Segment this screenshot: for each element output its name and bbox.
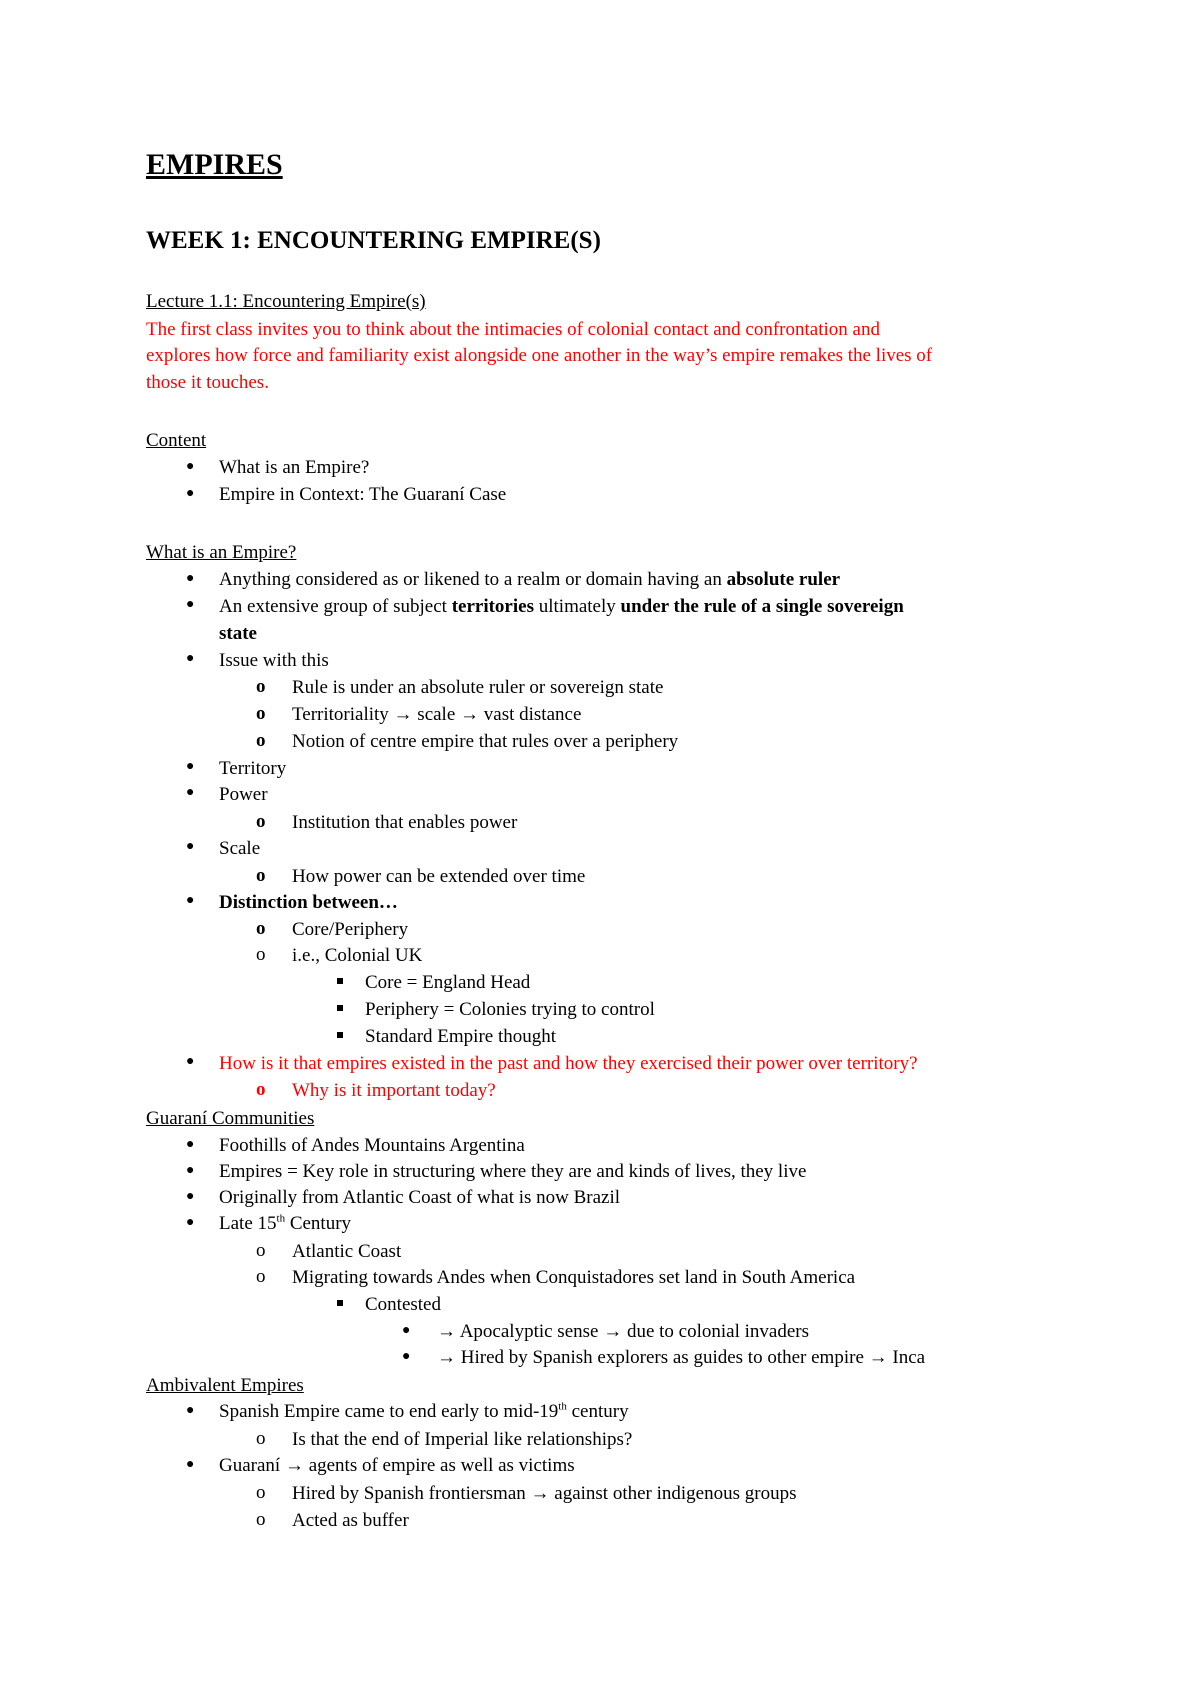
power-sub: Institution that enables power xyxy=(292,812,518,833)
bullet-disc-icon: ● xyxy=(186,1457,195,1472)
bullet-disc-icon: ● xyxy=(186,1403,195,1418)
bullet-disc-icon: ● xyxy=(186,1189,195,1204)
bullet-disc-icon: ● xyxy=(402,1349,411,1364)
bullet-disc-icon: ● xyxy=(186,893,195,908)
bullet-disc-icon: ● xyxy=(186,1054,195,1069)
guarani-bullet-4 xyxy=(219,1214,351,1233)
distinction-sub-1: Core/Periphery xyxy=(292,919,409,940)
bullet-o-icon: o xyxy=(256,1079,266,1100)
bullet-o-icon: o xyxy=(256,1509,266,1530)
bullet-o-icon: o xyxy=(256,676,266,697)
what-is-bullet-power: Power xyxy=(219,784,268,805)
bullet-o-icon: o xyxy=(256,811,266,832)
what-is-bullet-1-bold: absolute ruler xyxy=(726,569,841,590)
bullet-o-icon: o xyxy=(256,730,266,751)
guarani-bullet-4-text: Late 15 xyxy=(219,1213,277,1234)
ambivalent-sub-2: Hired by Spanish frontiersman → against other indigenous groups xyxy=(292,1483,797,1504)
bullet-disc-icon: ● xyxy=(402,1323,411,1338)
guarani-bullet-4-sup: th xyxy=(276,1212,286,1225)
issue-sub-2: Territoriality → scale → vast distance xyxy=(292,704,582,725)
colonial-uk-item-3: Standard Empire thought xyxy=(365,1026,557,1047)
what-is-bullet-1 xyxy=(219,570,840,589)
what-is-bullet-1-text: Anything considered as or likened to a realm or domain having an xyxy=(219,569,727,590)
document-title: EMPIRES xyxy=(146,148,283,181)
bullet-disc-icon: ● xyxy=(186,1137,195,1152)
bullet-o-icon: o xyxy=(256,944,266,965)
what-is-bullet-2 xyxy=(219,597,904,616)
guarani-bullet-2: Empires = Key role in structuring where they are and kinds of lives, they live xyxy=(219,1161,807,1182)
ambivalent-heading: Ambivalent Empires xyxy=(146,1375,304,1396)
what-is-bullet-3: Issue with this xyxy=(219,650,329,671)
bullet-disc-icon: ● xyxy=(186,839,195,854)
what-is-bullet-scale: Scale xyxy=(219,838,261,859)
colonial-uk-item-1: Core = England Head xyxy=(365,972,531,993)
bullet-disc-icon: ● xyxy=(186,571,195,586)
what-is-bullet-territory: Territory xyxy=(219,758,287,779)
week-heading: WEEK 1: ENCOUNTERING EMPIRE(S) xyxy=(146,227,601,254)
ambivalent-sub-3: Acted as buffer xyxy=(292,1510,409,1531)
bullet-o-icon: o xyxy=(256,703,266,724)
bullet-square-icon xyxy=(337,1300,343,1306)
bullet-disc-icon: ● xyxy=(186,1215,195,1230)
what-is-bullet-question: How is it that empires existed in the past and how they exercised their power over territory? xyxy=(219,1053,918,1074)
contested-item-1: → Apocalyptic sense → due to colonial invaders xyxy=(437,1321,809,1342)
bullet-o-icon: o xyxy=(256,918,266,939)
bullet-square-icon xyxy=(337,1032,343,1038)
migrating-item: Contested xyxy=(365,1294,441,1315)
guarani-bullet-1: Foothills of Andes Mountains Argentina xyxy=(219,1135,525,1156)
content-heading: Content xyxy=(146,430,207,451)
guarani-heading: Guaraní Communities xyxy=(146,1108,315,1129)
bullet-o-icon: o xyxy=(256,1428,266,1449)
question-sub: Why is it important today? xyxy=(292,1080,496,1101)
bullet-disc-icon: ● xyxy=(186,486,195,501)
what-is-bullet-2-bold-2: under the rule of a single sovereign xyxy=(620,596,904,617)
what-is-bullet-2-mid: ultimately xyxy=(533,596,621,617)
guarani-bullet-4-post: Century xyxy=(285,1213,352,1234)
issue-sub-3: Notion of centre empire that rules over a periphery xyxy=(292,731,679,752)
what-is-bullet-2-bold-1: territories xyxy=(451,596,534,617)
what-is-empire-heading: What is an Empire? xyxy=(146,542,297,563)
ambivalent-bullet-1 xyxy=(219,1402,629,1421)
what-is-bullet-distinction: Distinction between… xyxy=(219,892,398,913)
bullet-disc-icon: ● xyxy=(186,785,195,800)
content-item-1: What is an Empire? xyxy=(219,457,370,478)
lecture-intro-line-1: The first class invites you to think about the intimacies of colonial contact and confrontation and xyxy=(146,319,880,340)
lecture-intro-line-2: explores how force and familiarity exist alongside one another in the way’s empire remakes the lives of xyxy=(146,345,933,366)
content-item-2: Empire in Context: The Guaraní Case xyxy=(219,484,507,505)
ambivalent-bullet-2: Guaraní → agents of empire as well as victims xyxy=(219,1455,575,1476)
bullet-square-icon xyxy=(337,1005,343,1011)
colonial-uk-item-2: Periphery = Colonies trying to control xyxy=(365,999,655,1020)
century-sub-2: Migrating towards Andes when Conquistadores set land in South America xyxy=(292,1267,856,1288)
issue-sub-1: Rule is under an absolute ruler or sovereign state xyxy=(292,677,664,698)
ambivalent-bullet-1-sup: th xyxy=(558,1400,567,1413)
what-is-bullet-2-text: An extensive group of subject xyxy=(219,596,452,617)
ambivalent-bullet-1-text: Spanish Empire came to end early to mid-19 xyxy=(219,1401,559,1422)
ambivalent-sub-1: Is that the end of Imperial like relationships? xyxy=(292,1429,633,1450)
guarani-bullet-3: Originally from Atlantic Coast of what is now Brazil xyxy=(219,1187,621,1208)
bullet-square-icon xyxy=(337,978,343,984)
bullet-disc-icon: ● xyxy=(186,597,195,612)
contested-item-2: → Hired by Spanish explorers as guides to other empire → Inca xyxy=(437,1347,926,1368)
bullet-disc-icon: ● xyxy=(186,459,195,474)
bullet-disc-icon: ● xyxy=(186,759,195,774)
lecture-intro-line-3: those it touches. xyxy=(146,372,269,393)
bullet-o-icon: o xyxy=(256,1482,266,1503)
bullet-o-icon: o xyxy=(256,1266,266,1287)
ambivalent-bullet-1-post: century xyxy=(566,1401,629,1422)
bullet-disc-icon: ● xyxy=(186,1163,195,1178)
what-is-bullet-2-continuation: state xyxy=(219,623,257,644)
century-sub-1: Atlantic Coast xyxy=(292,1241,402,1262)
bullet-o-icon: o xyxy=(256,865,266,886)
bullet-o-icon: o xyxy=(256,1240,266,1261)
bullet-disc-icon: ● xyxy=(186,651,195,666)
scale-sub: How power can be extended over time xyxy=(292,866,586,887)
lecture-heading: Lecture 1.1: Encountering Empire(s) xyxy=(146,291,426,312)
distinction-sub-2: i.e., Colonial UK xyxy=(292,945,423,966)
